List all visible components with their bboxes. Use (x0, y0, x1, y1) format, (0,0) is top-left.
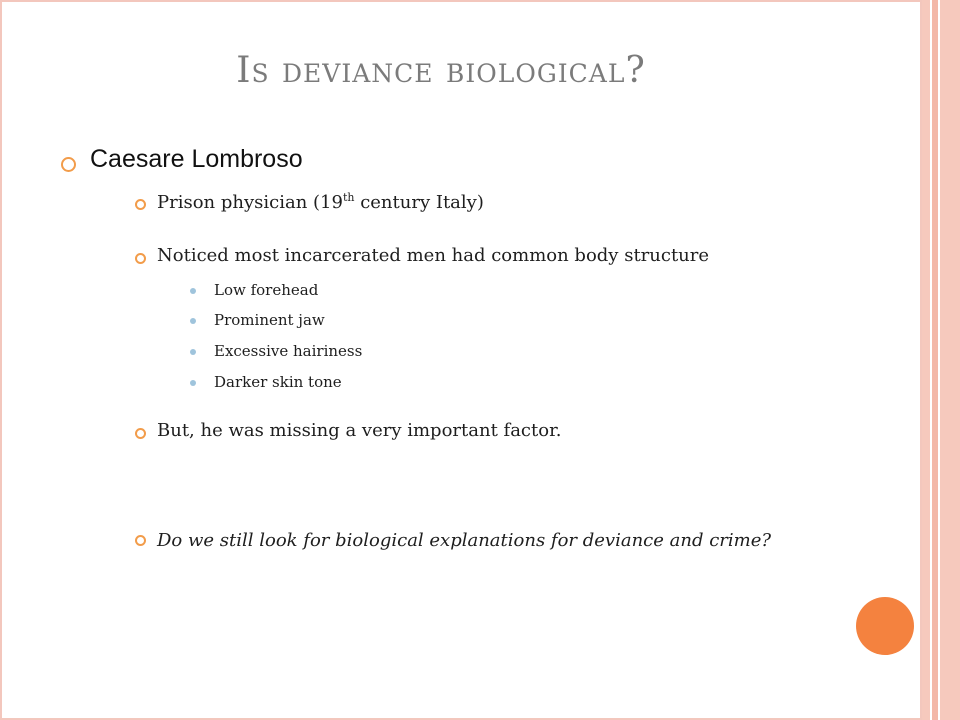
dot-bullet-icon (190, 349, 196, 355)
ring-bullet-icon (135, 535, 146, 546)
decorative-stripe (922, 0, 930, 720)
trait-text: Darker skin tone (214, 373, 342, 391)
ring-bullet-icon (135, 253, 146, 264)
bullet-text: But, he was missing a very important factor. (157, 420, 562, 441)
ring-bullet-icon (135, 199, 146, 210)
dot-bullet-icon (190, 380, 196, 386)
trait-text: Low forehead (214, 281, 319, 299)
slide-title: Is deviance biological? (236, 50, 646, 91)
trait-text: Prominent jaw (214, 311, 325, 329)
dot-bullet-icon (190, 288, 196, 294)
bullet-text: Noticed most incarcerated men had common body structure (157, 245, 710, 266)
decorative-circle (856, 597, 914, 655)
decorative-stripe (940, 0, 960, 720)
bullet-text: Caesare Lombroso (90, 145, 303, 173)
bullet-text: Do we still look for biological explanations for deviance and crime? (157, 530, 772, 551)
bullet-text: Prison physician (19th century Italy) (157, 191, 484, 213)
ring-bullet-icon (135, 428, 146, 439)
ring-bullet-icon (61, 157, 76, 172)
dot-bullet-icon (190, 318, 196, 324)
trait-text: Excessive hairiness (214, 342, 363, 360)
